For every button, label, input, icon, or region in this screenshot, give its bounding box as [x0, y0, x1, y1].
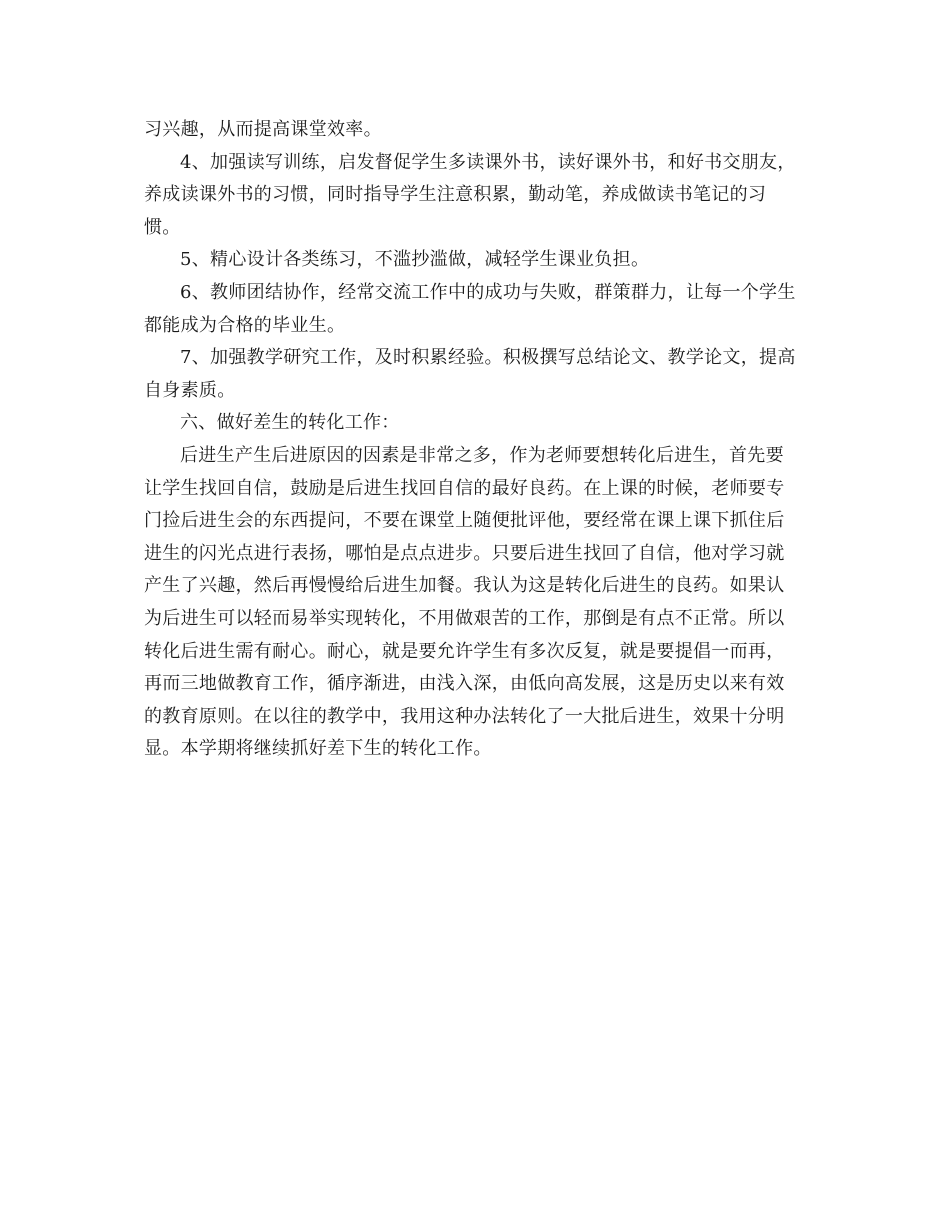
text-line: 4、加强读写训练，启发督促学生多读课外书，读好课外书，和好书交朋友，	[180, 151, 796, 173]
text-line: 7、加强教学研究工作，及时积累经验。积极撰写总结论文、教学论文，提高	[180, 347, 796, 369]
text-line: 习兴趣，从而提高课堂效率。	[144, 119, 382, 140]
text-line: 惯。	[144, 216, 181, 238]
document-body	[144, 114, 816, 766]
text-line: 产生了兴趣，然后再慢慢给后进生加餐。我认为这是转化后进生的良药。如果认	[144, 575, 785, 597]
text-line: 的教育原则。在以往的教学中，我用这种办法转化了一大批后进生，效果十分明	[144, 705, 785, 727]
text-line: 转化后进生需有耐心。耐心，就是要允许学生有多次反复，就是要提倡一而再，	[144, 640, 785, 662]
text-line: 后进生产生后进原因的因素是非常之多，作为老师要想转化后进生，首先要	[180, 444, 784, 466]
text-line: 都能成为合格的毕业生。	[144, 314, 346, 336]
text-line: 门捡后进生会的东西提问，不要在课堂上随便批评他，要经常在课上课下抓住后	[144, 510, 785, 532]
text-line: 六、做好差生的转化工作：	[180, 412, 400, 434]
text-line: 让学生找回自信，鼓励是后进生找回自信的最好良药。在上课的时候，老师要专	[144, 477, 785, 499]
text-line: 显。本学期将继续抓好差下生的转化工作。	[144, 738, 492, 760]
text-line: 5、精心设计各类练习，不滥抄滥做，减轻学生课业负担。	[180, 249, 650, 271]
text-line: 6、教师团结协作，经常交流工作中的成功与失败，群策群力，让每一个学生	[180, 281, 796, 303]
text-line: 自身素质。	[144, 379, 236, 401]
text-line: 进生的闪光点进行表扬，哪怕是点点进步。只要后进生找回了自信，他对学习就	[144, 542, 785, 564]
text-line: 养成读课外书的习惯，同时指导学生注意积累，勤动笔，养成做读书笔记的习	[144, 184, 767, 206]
text-line: 再而三地做教育工作，循序渐进，由浅入深，由低向高发展，这是历史以来有效	[144, 673, 785, 695]
text-line: 为后进生可以轻而易举实现转化，不用做艰苦的工作，那倒是有点不正常。所以	[144, 607, 785, 629]
